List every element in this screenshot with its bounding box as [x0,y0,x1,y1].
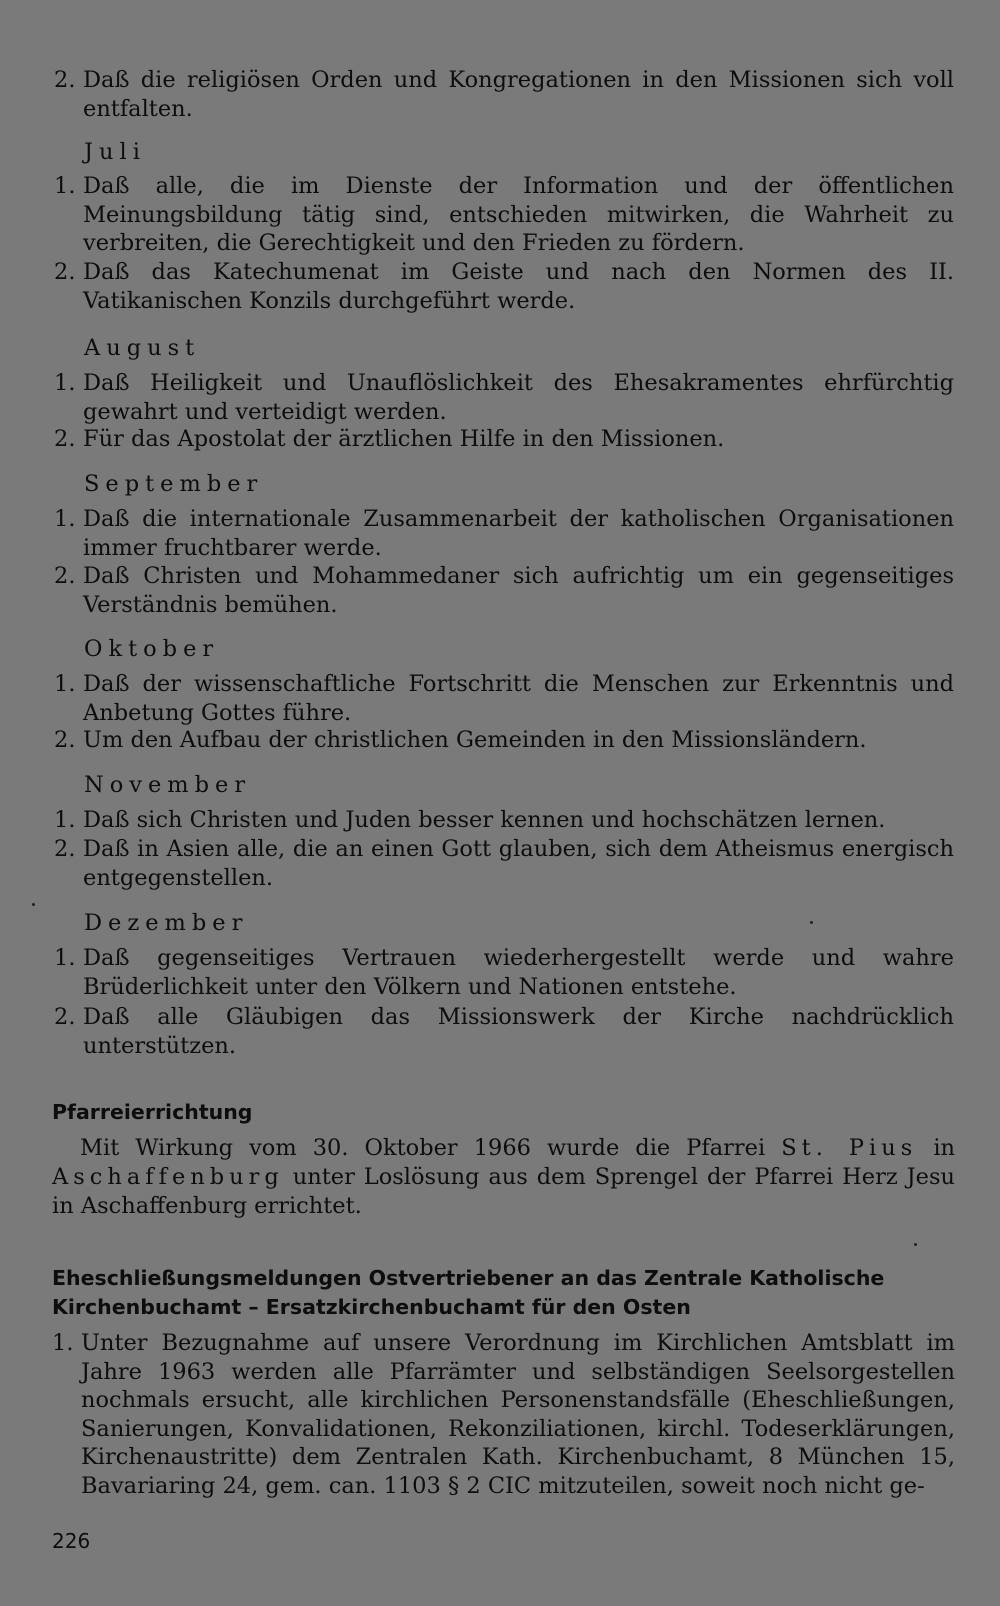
item-number: 2. [54,836,76,862]
print-speck [914,1243,917,1246]
print-speck [810,921,813,924]
item-number: 2. [54,259,76,285]
list-item [54,944,954,1001]
list-item [54,806,954,835]
item-number: 2. [54,727,76,753]
item-text: Um den Aufbau der christlichen Gemeinden in den Missionsländern. [83,727,867,753]
item-number: 1. [54,370,76,396]
item-text: Daß alle, die im Dienste der Information und der öffentlichen Meinungsbildung tätig sind, entschieden mitwirken, die Wahrheit zu verbreiten, die Gerechtigkeit und den Frieden zu fördern. [83,173,954,256]
item-text: Daß die religiösen Orden und Kongregationen in den Missionen sich voll entfalten. [83,67,954,122]
paragraph-text: unter Loslösung aus dem Sprengel der Pfarrei Herz Jesu in Aschaffenburg errichtet. [52,1164,955,1219]
list-item [54,172,954,258]
month-heading-august: August [84,335,201,361]
list-item [54,726,954,755]
item-text: Daß Heiligkeit und Unauflöslichkeit des Ehesakramentes ehrfürchtig gewahrt und verteidigt werden. [83,370,954,425]
item-text: Daß die internationale Zusammenarbeit der katholischen Organisationen immer fruchtbarer werde. [83,506,954,561]
item-number: 1. [54,506,76,532]
month-heading-september: September [84,471,264,497]
item-text: Daß sich Christen und Juden besser kennen und hochschätzen lernen. [83,807,886,833]
list-item [54,670,954,727]
item-number: 2. [54,67,76,93]
list-item [54,1003,954,1060]
item-text: Daß Christen und Mohammedaner sich aufrichtig um ein gegenseitiges Verständnis bemühen. [83,563,954,618]
item-number: 2. [54,426,76,452]
month-heading-juli: Juli [84,139,146,165]
item-text: Daß der wissenschaftliche Fortschritt die Menschen zur Erkenntnis und Anbetung Gottes führe. [83,671,954,726]
item-number: 1. [54,807,76,833]
item-number: 1. [54,945,76,971]
paragraph-text: Mit Wirkung vom 30. Oktober 1966 wurde die Pfarrei [80,1135,766,1161]
item-number: 2. [54,563,76,589]
list-item [54,258,954,315]
month-heading-oktober: Oktober [84,636,220,662]
month-heading-november: November [84,772,252,798]
item-text: Daß das Katechumenat im Geiste und nach den Normen des II. Vatikanischen Konzils durchgeführt werde. [83,259,954,314]
list-item [52,1329,955,1500]
section-heading-pfarreierrichtung: Pfarreierrichtung [52,1100,253,1124]
month-heading-dezember: Dezember [84,910,249,936]
paragraph-text: in [933,1135,956,1161]
item-number: 2. [54,1004,76,1030]
pfarrei-paragraph [52,1134,955,1221]
item-text: Daß gegenseitiges Vertrauen wiederhergestellt werde und wahre Brüderlichkeit unter den Völkern und Nationen entstehe. [83,945,954,1000]
list-item [54,835,954,892]
list-item [54,66,954,123]
parish-name: St. Pius [781,1135,918,1161]
list-item [54,562,954,619]
print-speck [32,903,35,906]
list-item [54,369,954,426]
item-text: Daß in Asien alle, die an einen Gott glauben, sich dem Atheismus energisch entgegenstellen. [83,836,954,891]
item-number: 1. [54,173,76,199]
item-text: Für das Apostolat der ärztlichen Hilfe in den Missionen. [83,426,725,452]
list-item [54,425,954,454]
list-item [54,505,954,562]
item-text: Daß alle Gläubigen das Missionswerk der Kirche nachdrücklich unterstützen. [83,1004,954,1059]
page-number: 226 [52,1529,91,1553]
item-text: Unter Bezugnahme auf unsere Verordnung im Kirchlichen Amtsblatt im Jahre 1963 werden alle Pfarrämter und selbständigen Seelsorgestellen nochmals ersucht, alle kirchlichen Personenstandsfälle (Eheschließungen, Sanierungen, Konvalidationen, Rekonziliationen, kirchl. Todeserklärungen, Kirchenaustritte) dem Zentralen Kath. Kirchenbuchamt, 8 München 15, Bavariaring 24, gem. can. 1103 § 2 CIC mitzuteilen, soweit noch nicht ge- [81,1330,955,1499]
section-heading-eheschliessungsmeldungen: Eheschließungsmeldungen Ostvertriebener an das Zentrale Katholische Kirchenbuchamt – Ersatzkirchenbuchamt für den Osten [52,1266,885,1319]
item-number: 1. [54,671,76,697]
place-name: Aschaffenburg [52,1164,284,1190]
item-number: 1. [52,1330,74,1356]
